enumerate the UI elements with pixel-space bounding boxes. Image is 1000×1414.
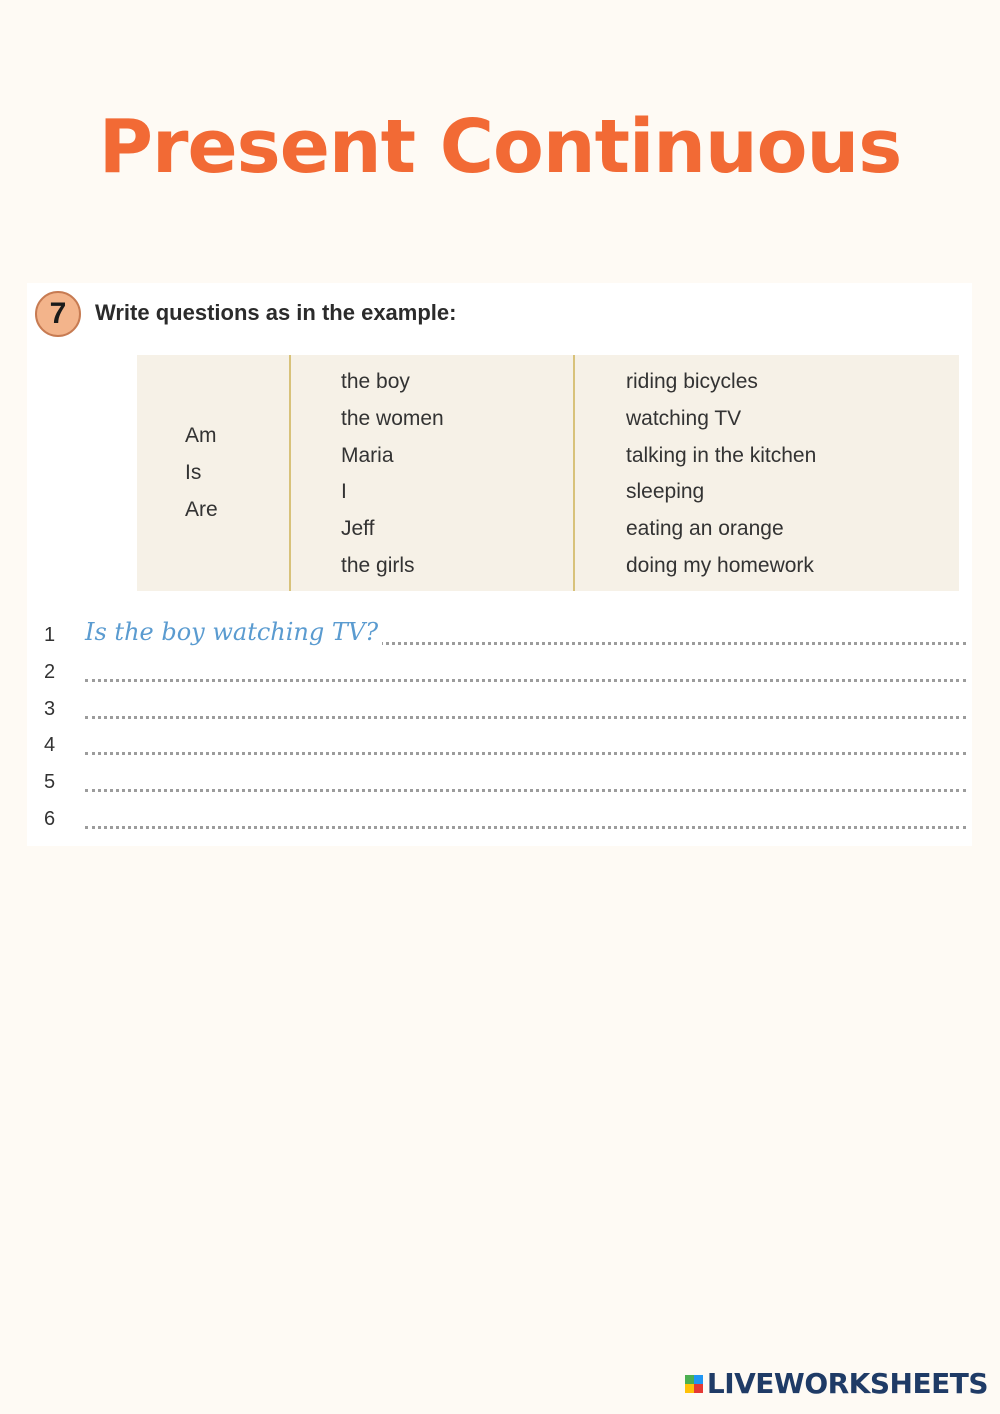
answer-line[interactable]	[27, 616, 972, 653]
line-number: 4	[44, 734, 56, 757]
brand-name: LIVEWORKSHEETS	[706, 1367, 988, 1400]
line-number: 6	[44, 807, 56, 830]
action-phrase: riding bicycles	[626, 370, 758, 393]
subject-word: I	[341, 480, 347, 504]
dotted-line	[85, 716, 966, 719]
answer-line[interactable]	[27, 653, 972, 690]
auxiliary-word: Are	[185, 497, 218, 521]
exercise-panel	[27, 283, 972, 846]
line-number: 3	[44, 697, 56, 720]
liveworksheets-brand[interactable]	[685, 1367, 988, 1400]
dotted-line	[85, 789, 966, 792]
subject-word: the boy	[341, 370, 410, 393]
auxiliary-word: Am	[185, 424, 217, 447]
action-phrase: talking in the kitchen	[626, 443, 817, 467]
dotted-line	[85, 679, 966, 682]
answer-line[interactable]	[27, 726, 972, 763]
answer-lines	[27, 616, 972, 837]
exercise-number-badge: 7	[35, 291, 81, 337]
line-number: 2	[44, 660, 56, 683]
auxiliary-word: Is	[185, 460, 202, 484]
dotted-line	[85, 826, 966, 829]
subject-word: Maria	[341, 443, 394, 467]
page-title: Present Continuous	[98, 104, 902, 190]
action-phrase: eating an orange	[626, 517, 784, 541]
dotted-line	[85, 752, 966, 755]
word-grid	[137, 355, 959, 591]
subject-column	[341, 364, 444, 585]
exercise-instruction: Write questions as in the example:	[95, 300, 457, 325]
action-phrase: sleeping	[626, 480, 705, 504]
answer-line[interactable]	[27, 690, 972, 727]
action-column	[626, 364, 816, 585]
grid-divider	[573, 355, 575, 591]
subject-word: Jeff	[341, 517, 375, 541]
answer-line[interactable]	[27, 763, 972, 800]
line-number: 5	[44, 771, 56, 794]
auxiliary-column	[185, 418, 218, 528]
grid-divider	[289, 355, 291, 591]
subject-word: the girls	[341, 553, 415, 577]
answer-line[interactable]	[27, 800, 972, 837]
subject-word: the women	[341, 406, 444, 430]
action-phrase: doing my homework	[626, 553, 814, 577]
line-number: 1	[44, 624, 56, 646]
action-phrase: watching TV	[626, 406, 742, 430]
liveworksheets-logo-icon	[685, 1375, 703, 1393]
example-answer: Is the boy watching TV?	[85, 618, 382, 646]
